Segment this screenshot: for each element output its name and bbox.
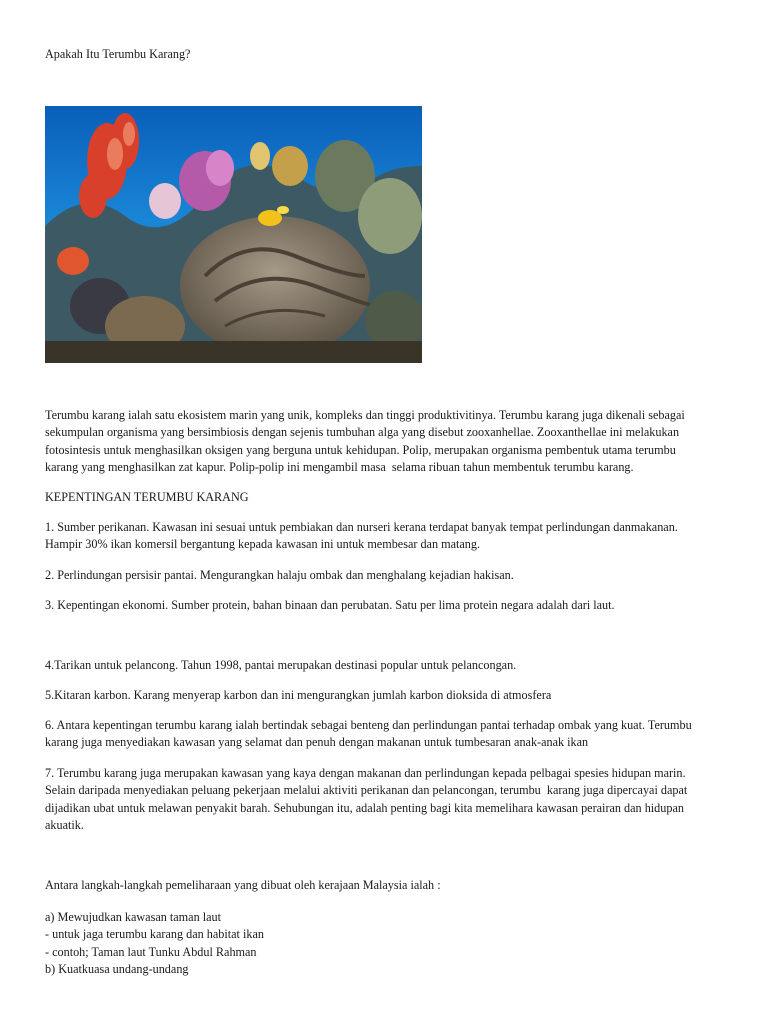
coral-reef-image <box>45 106 422 363</box>
point-7: 7. Terumbu karang juga merupakan kawasan yang kaya dengan makanan dan perlindungan kepada pelbagai spesies hidupan marin. Selain daripada menyediakan peluang pekerjaan melalui aktiviti perikanan dan pelancongan, terumbu karang juga dipercayai dapat dijadikan ubat untuk melawan penyakit barah. Sehubungan itu, adalah penting bagi kita memelihara kawasan perairan dan hidupan akuatik. <box>45 766 688 833</box>
point-2: 2. Perlindungan persisir pantai. Mengurangkan halaju ombak dan menghalang kejadian hakisan. <box>45 568 514 582</box>
intro-paragraph: Terumbu karang ialah satu ekosistem marin yang unik, kompleks dan tinggi produktivitinya. Terumbu karang juga dikenali sebagai sekumpulan organisma yang bersimbiosis dengan sejenis tumbuhan alga yang disebut zooxanhellae. Zooxanthellae ini melakukan fotosintesis untuk menghasilkan oksigen yang berguna untuk kehidupan. Polip, merupakan organisma pembentuk utama terumbu karang yang menghasilkan zat kapur. Polip-polip ini mengambil masa selama ribuan tahun membentuk terumbu karang. <box>45 408 685 475</box>
document-title: Apakah Itu Terumbu Karang? <box>45 47 191 61</box>
list-item: - contoh; Taman laut Tunku Abdul Rahman <box>45 944 257 959</box>
point-1: 1. Sumber perikanan. Kawasan ini sesuai untuk pembiakan dan nurseri kerana terdapat banyak tempat perlindungan danmakanan. Hampir 30% ikan komersil bergantung kepada kawasan ini untuk membesar dan matang. <box>45 520 678 552</box>
conservation-lead: Antara langkah-langkah pemeliharaan yang dibuat oleh kerajaan Malaysia ialah : <box>45 878 441 892</box>
point-5: 5.Kitaran karbon. Karang menyerap karbon dan ini mengurangkan jumlah karbon dioksida di atmosfera <box>45 688 552 702</box>
point-4: 4.Tarikan untuk pelancong. Tahun 1998, pantai merupakan destinasi popular untuk pelancongan. <box>45 658 517 672</box>
conservation-list <box>45 909 725 979</box>
point-3: 3. Kepentingan ekonomi. Sumber protein, bahan binaan dan perubatan. Satu per lima protein negara adalah dari laut. <box>45 598 615 612</box>
section-heading: KEPENTINGAN TERUMBU KARANG <box>45 490 249 504</box>
list-item: a) Mewujudkan kawasan taman laut <box>45 910 221 924</box>
list-item: b) Kuatkuasa undang-undang <box>45 962 189 977</box>
point-6: 6. Antara kepentingan terumbu karang ialah bertindak sebagai benteng dan perlindungan pantai terhadap ombak yang kuat. Terumbu karang juga menyediakan kawasan yang selamat dan penuh dengan makanan untuk tumbesaran anak-anak ikan <box>45 718 692 750</box>
list-item: - untuk jaga terumbu karang dan habitat ikan <box>45 927 264 942</box>
